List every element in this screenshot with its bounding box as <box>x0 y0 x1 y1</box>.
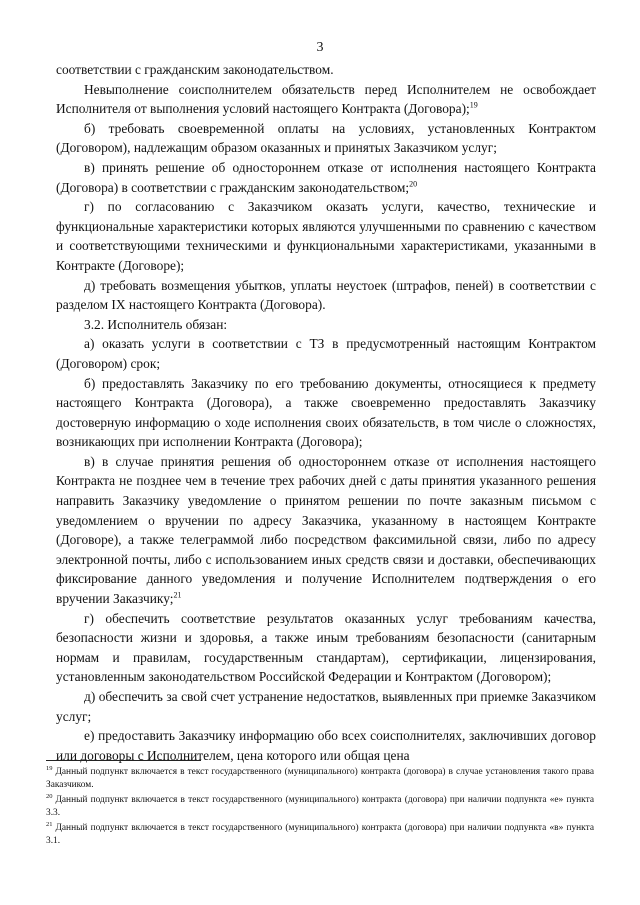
paragraph: б) предоставлять Заказчику по его требованию документы, относящиеся к предмету настоящего Контракта (Договора), а также своевременно предоставлять Заказчику достоверную информацию о ходе исполнения своих обязательств, в том числе о сложностях, возникающих при исполнении Контракта (Договора); <box>56 375 596 450</box>
footnote-number: 21 <box>46 820 53 828</box>
paragraph: г) обеспечить соответствие результатов оказанных услуг требованиям качества, безопасности жизни и здоровья, а также иным требованиям безопасности (санитарным нормам и правилам, государственным стандартам), сертификации, лицензирования, установленным законодательством Российской Федерации и Контрактом (Договором); <box>56 610 596 685</box>
section-heading: 3.2. Исполнитель обязан: <box>84 316 228 332</box>
paragraph: Невыполнение соисполнителем обязательств перед Исполнителем не освобождает Исполнителя от выполнения условий настоящего Контракта (Договора);$^{19}$ <box>56 81 596 117</box>
paragraph: д) обеспечить за свой счет устранение недостатков, выявленных при приемке Заказчиком услуг; <box>56 689 596 724</box>
footnote: $^{20}$ Данный подпункт включается в текст государственного (муниципального) контракта (договора) при наличии подпункта «е» пункта 3.3. <box>46 792 594 818</box>
paragraph: в) в случае принятия решения об одностороннем отказе от исполнения настоящего Контракта не позднее чем в течение трех рабочих дней с даты принятия указанного решения направить Заказчику уведомление о принятом решении по почте заказным письмом с уведомлением о вручении по адресу Заказчика, указанному в настоящем Контракте (Договоре), а также телеграммой либо посредством факсимильной связи, либо по адресу электронной почты, либо с использованием иных средств связи и доставки, обеспечивающих фиксирование данного уведомления и получение Исполнителем подтверждения о его вручении Заказчику;$^{21}$ <box>56 453 596 607</box>
footnote-number: 19 <box>46 764 53 772</box>
paragraph: б) требовать своевременной оплаты на условиях, установленных Контрактом (Договором), надлежащим образом оказанных и принятых Заказчиком услуг; <box>56 120 596 156</box>
paragraph: г) по согласованию с Заказчиком оказать услуги, качество, технические и функциональные характеристики которых являются улучшенными по сравнению с качеством и соответствующими техническими и функциональными характеристиками, указанными в Контракте (Договоре); <box>56 199 596 273</box>
paragraph: д) требовать возмещения убытков, уплаты неустоек (штрафов, пеней) в соответствии с разделом IX настоящего Контракта (Договора). <box>56 277 596 313</box>
footnote-reference: 20 <box>409 179 418 189</box>
footnote-reference: 21 <box>173 590 182 600</box>
footnotes <box>46 766 594 850</box>
footnote-separator <box>46 760 201 761</box>
document-body <box>56 60 596 765</box>
page-number: 3 <box>316 40 324 55</box>
paragraph: в) принять решение об одностороннем отказе от исполнения настоящего Контракта (Договора) в соответствии с гражданским законодательством;$^{20}$ <box>56 159 596 195</box>
footnote: $^{21}$ Данный подпункт включается в текст государственного (муниципального) контракта (договора) при наличии подпункта «в» пункта 3.1. <box>46 820 594 846</box>
footnote-reference: 19 <box>469 100 478 110</box>
paragraph: соответствии с гражданским законодательством. <box>56 62 334 77</box>
paragraph: е) предоставить Заказчику информацию обо всех соисполнителях, заключивших договор или договоры с Исполнителем, цена которого или общая цена <box>56 728 596 763</box>
footnote-number: 20 <box>46 792 53 800</box>
paragraph: а) оказать услуги в соответствии с ТЗ в предусмотренный настоящим Контрактом (Договором) срок; <box>56 336 596 371</box>
footnote: $^{19}$ Данный подпункт включается в текст государственного (муниципального) контракта (договора) в случае установления такого права Заказчиком. <box>46 764 594 790</box>
